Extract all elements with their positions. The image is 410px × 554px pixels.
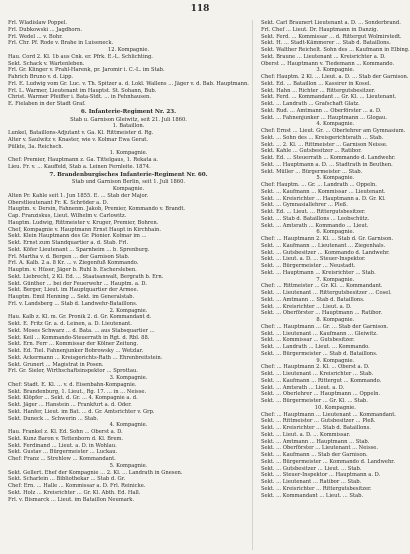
subsection-heading: 10. Kompagnie. xyxy=(314,404,356,411)
text-line: Sekt. ... Kaufmann ... Kommissar ... Lieutenant. xyxy=(260,188,386,195)
text-line: Sekt. Gellert. Ehef der Kompagnie ... 2. Kl. ... Landrath in Gnesen. xyxy=(8,469,183,476)
text-line: Hauptm. Emil Henning ... Sekt. im Generalstab. xyxy=(8,294,135,300)
text-line: Frl. Gr. Sieler, Wirthschaftsinspektor ... Sprottau. xyxy=(8,368,138,375)
text-line: Alter v. Saulwitz v. Knaster, wie v. Kolmar Ewa Gerat. xyxy=(8,136,149,143)
text-line: Sekt. ... Gymnasiallehrer ... Pleß. xyxy=(260,202,348,209)
text-line: Chef: ... Hauptmann 2. Kl. ... Stab d. Gr. Garnison. xyxy=(260,236,394,242)
text-line: Sekt. ... Rittmeister ... Gutsbesitzer ... Pleß. xyxy=(260,418,376,425)
subsection-heading: 3. Kompagnie. xyxy=(316,67,355,74)
text-line: Sekt. ... Amtmann ... Hauptmann ... Stab. xyxy=(260,438,370,445)
text-line: Sekt. ... Amtsrath ... Kommando ... Lieut. xyxy=(260,222,369,229)
text-line: Sekt. ... Kommissar ... Gutsbesitzer. xyxy=(260,337,355,344)
text-line: Sekt. Brandenburg, 1. Lieut., Rg. 17. ... in ... Neisse. xyxy=(8,388,147,395)
text-line: Sekt. Ed. ... Steuerrath ... Kommando d. Landwehr. xyxy=(260,155,396,161)
text-line: Sekt. Ferd. ... Kommandant ... Gr. Kl. ... Lieutenant. xyxy=(260,94,397,101)
text-line: Cap. Franziskus, Lieut. Wilhelm v. Carlowitz. xyxy=(8,213,127,219)
text-line: Sekt. Klein Hauptmann des Gr. Pionier. Kolmar im ... xyxy=(8,233,147,240)
subsection-heading: 1. Bataillon. xyxy=(112,123,145,130)
text-line: Sekt. ... Fahnenjunker ... Hauptmann ... Glogau. xyxy=(260,114,388,121)
text-line: Chef: ... Hauptmann ... Lieutenant ... Kommandant. xyxy=(260,411,396,418)
text-line: Hau. Kalb z. Kl. m. Gr. Pronik 2. d. Gr. Kommandant d. xyxy=(8,314,152,321)
text-line: Frl. L. Warmer, Lieutenant im Hauptst. St. Sohann, Bub. xyxy=(8,87,157,94)
text-line: Sekt. ... Kommandant ... Lieut. ... Stab. xyxy=(260,492,364,499)
text-line: Frl. v. Landsberg ... Stab d. Landwehr-Bataillons. xyxy=(8,300,138,307)
text-line: Sekt. ... Oberlehrer ... Hauptmann ... Oppeln. xyxy=(260,391,381,398)
subsection-heading: 3. Kompagnie. xyxy=(109,375,148,381)
subsection-heading: 1. Kompagnie. xyxy=(109,150,148,157)
text-line: Sekt. Müller ... Bürgermeister ... Stab. xyxy=(260,168,363,175)
text-line: Frl. E. Ludwig vom Gr. Luc. v. Th. Spitzer a. d. Lokl. Wallens ... Jäger v. d. Bab. Hauptmann. xyxy=(8,80,249,87)
subsection-heading: 7. Kompagnie. xyxy=(316,276,355,283)
text-line: Sekt. Köfer Lieutenant ... Sparnheim ... b. Sprenburg. xyxy=(8,246,150,253)
text-line: Oberstlieutenant Fr. K. Schröder a. D. xyxy=(8,199,109,206)
text-line: Sekt. Braune ... Lieutenant ... Kreisrichter a. D. xyxy=(260,53,386,60)
text-line: Sekt. Günther ... bei der Feuerwehr ... Hauptm. a. D. xyxy=(8,280,147,287)
subsection-heading: 8. Kompagnie. xyxy=(316,317,355,323)
subsection-heading: 6. Kompagnie. xyxy=(316,229,355,236)
text-line: Pülkte, 3a. Reichsch. xyxy=(8,143,64,150)
right-column xyxy=(259,20,410,550)
text-line: Frl. Wladislaw Poppel. xyxy=(8,20,68,26)
text-line: Sekt. Ferdinand ... Lieut. a. D. in Wohlau. xyxy=(8,442,117,449)
text-line: Sekt. Grunert ... Magistrat in Posen. xyxy=(8,361,104,368)
text-line: Chef: Ern. ... Halle ... Kommissar a. D. Frl. Reinicke. xyxy=(8,483,146,489)
text-line: Sekt. ... Kreisrichter ... Lieut. a. D. xyxy=(260,303,352,310)
subsection-heading: 5. Kompagnie. xyxy=(316,175,355,182)
section-heading: 6. Infanterie-Regiment Nr. 23. xyxy=(80,108,177,115)
text-line: Hauptm. Ludwig, Rittmeister v. Kruger, Premier, Bohren. xyxy=(8,219,159,226)
text-line: Sekt. ... Landrath ... Grafschaft Glatz. xyxy=(260,101,360,107)
text-line: Sekt. Jäger ... Hanstein ... Frankfurt a. d. Oder. xyxy=(8,402,132,408)
text-line: Frl. Chef ... Lieut. Dr. Hauptmann in Danzig. xyxy=(260,26,379,33)
text-line: Sekt. Carl Braunert Lieutenant a. D. ... Sonderbrand. xyxy=(260,20,401,26)
text-line: Hauptm. v. Dersin, Fahnenm. Jakob, Premier, Kommando v. Brandt. xyxy=(8,206,186,213)
text-line: Sekt. Walther Reichelt. Sohn des ... Kaufmann in Elbing. xyxy=(260,47,410,53)
text-line: Sekt. Ernst zum Standquartier a. d. Stab. Frl. xyxy=(8,240,129,246)
text-line: Chef: Ernst ... Lieut. Gr. ... Oberlehrer am Gymnasium. xyxy=(260,128,406,134)
text-line: Frl. A. Kalb. 2 a. 8 Kr. ... v. Ziegenfuß Kommando. xyxy=(8,260,139,267)
text-line: Sekt. Holz ... Kreisrichter ... Gr. Kl. Abth. Ed. Hall. xyxy=(8,489,141,496)
text-line: Sekt. ... 2. Kl. ... Rittmeister ... Garnison Neisse. xyxy=(260,141,388,148)
text-line: Sekt. ... Bürgermeister ... Gr. Kl. ... Stab. xyxy=(260,398,368,404)
text-line: Sekt. ... Amtmann ... Stab d. Bataillons. xyxy=(260,296,365,303)
text-line: Sekt. Hahn ... Richter ... Rittergutsbesitzer. xyxy=(260,87,376,94)
text-line: Chef, Kompagnie v. Hauptmann Ernst Haupt in Kirchhain. xyxy=(8,226,161,233)
text-line: Sekt. Berger, Lieut. im Hauptquartier der Armee. xyxy=(8,287,139,294)
text-line: Sekt. Ed. Tiel. Fahnenjunker Bobrowsky ... Wetzlar. xyxy=(8,348,144,354)
text-line: Sekt. Hanfer, Lieut. im Bat. ... d. Gr. Amtsrichter v. Grp. xyxy=(8,408,155,415)
text-line: Sekt. ... Stab d. Bataillons ... Leobschütz. xyxy=(260,215,370,222)
text-line: Sekt. ... Lieutenant ... Rittergutsbesitzer ... Cosel. xyxy=(260,290,392,296)
text-line: Sekt. ... Kreisrichter ... Stab d. Bataillons. xyxy=(260,425,371,431)
text-line: Chef: ... Hauptmann 2. Kl. ... Oberst a. D. xyxy=(260,364,370,371)
text-line: Chef: Hauptm. ... Gr. ... Landrath ... Oppeln. xyxy=(260,182,377,188)
text-line: Sekt. Gustav ... Bürgermeister ... Luckau. xyxy=(8,449,118,456)
left-column xyxy=(8,20,253,550)
text-line: Sekt. ... Kaufmann ... Rittergut ... Kommando. xyxy=(260,377,382,384)
text-line: Sekt. Kahle ... Gutsbesitzer ... Ratibor. xyxy=(260,148,362,155)
text-line: Fahrich Bruno v. d. Lipp. xyxy=(8,74,74,80)
text-line: Chef: Premier, Hauptmann z. Ga. Tittelgaus, 1. Rekata a. xyxy=(8,157,158,163)
text-line: Chef: Franz ... Strehlow ... Kommandant. xyxy=(8,456,116,462)
text-line: Sekt. ... Lieutenant ... Ratibor ... Stab. xyxy=(260,479,362,485)
subsection-heading: Stab u. Garnison Gleiwitz, seit 21. Juli 1860. xyxy=(70,116,187,123)
text-line: Sekt. Keil ... Kommando-Steuerrath in Rgt. d. Rbl. 88. xyxy=(8,334,150,341)
text-line: Sekt. Ern. Ferr ... Kommissar der Kölner Zeitung. xyxy=(8,341,139,348)
text-line: Sekt. ... Lieutenant ... Kaufmann ... Gleiwitz. xyxy=(260,330,378,337)
text-columns xyxy=(8,20,410,550)
text-line: Sekt. ... Amtsrath ... Lieut. a. D. xyxy=(260,384,345,391)
subsection-heading: 12. Kompagnie. xyxy=(107,47,150,53)
text-line: Hauptm. v. Hüser, Jäger b. Ruhl b. Eschersleben. xyxy=(8,267,137,273)
subsection-heading: 4. Kompagnie. xyxy=(109,422,148,429)
text-line: Sekt. ... Kaufmann ... Lieutenant ... Ziegenhals. xyxy=(260,242,386,249)
text-line: Frl. Chr. Pf. Rode v. Brahe in Luiseneck. xyxy=(8,40,114,47)
text-line: Frl. Wedel ... v. Bohr. xyxy=(8,33,63,40)
text-line: Frl. v. Bismarck ... Lieut. im Bataillon Neumark. xyxy=(8,496,135,503)
text-line: Sekt. ... Oberförster ... Lieutenant ... Neisse. xyxy=(260,445,378,452)
text-line: Sekt. ... Kreisrichter ... Rittergutsbesitzer. xyxy=(260,485,372,492)
text-line: Sekt. ... Lieut. a. D. ... Kommissar. xyxy=(260,431,351,438)
text-line: Sekt. ... Hauptmann a. D. ... Stadtrath in Beuthen. xyxy=(260,161,393,168)
text-line: Christ. Warmer Pfeiffer i. Bata-Stdt. ... in Fehnhausen. xyxy=(8,94,152,101)
text-line: Sekt. Klöpfer ... Sekt. d. Gr. ... 4. Kompagnie a. d. xyxy=(8,395,138,402)
text-line: E. Fielaben in der Stadt Graf. xyxy=(8,101,86,107)
text-line: Sekt. Ed. ... Lieut. ... Rittergutsbesitzer. xyxy=(260,209,366,215)
subsection-heading: Kompagnie. xyxy=(112,186,145,192)
text-line: Sekt. ... Gutsbesitzer ... Lieut. ... Stab. xyxy=(260,465,362,472)
text-line: Lunkel, Bataillons-Adjutant v. Ga. Kl. Rittmeister d. Rg. xyxy=(8,130,154,136)
text-line: Sekt. ... Bürgermeister ... Kommando d. Landwehr. xyxy=(260,458,395,465)
text-line: Sekt. ... Kaufmann ... Stab der Garnison. xyxy=(260,452,368,458)
text-line: Sekt. ... Steuer-Inspektor ... Hauptmann a. D. xyxy=(260,472,381,479)
text-line: Sekt. Ackermann ... Kreisgerichts-Rath ... Ehrenbreitstein. xyxy=(8,354,163,361)
text-line: Sekt. ... Oberförster ... Hauptmann ... Ratibor. xyxy=(260,310,383,317)
text-line: Frl. Martha v. d. Bergen ... der Garnison Stab. xyxy=(8,253,130,260)
text-line: Sekt. ... Gutsbesitzer ... Kommando d. Landwehr. xyxy=(260,249,390,256)
text-line: Chef: ... Rittmeister ... Gr. Kl. ... Kommandant. xyxy=(260,283,383,290)
subsection-heading: 5. Kompagnie. xyxy=(109,462,148,469)
text-line: Hau. Cord 2. Kl. 1b aus Cnk. er. Pfrk. E.-L. Schlichting. xyxy=(8,53,153,60)
text-line: Frl. Gr. Klinger v. Prahl-Harenk, pr. Jaromir i. C.-L. im Stab. xyxy=(8,67,165,74)
text-line: Sekt. ... Bürgermeister ... Neustadt. xyxy=(260,263,356,269)
text-line: Chef: Stadt. E. Kl. ... v. d. Eisenbahn-Kompagnie. xyxy=(8,381,137,388)
text-line: Sekt. ... Hauptmann ... Kreisrichter ... Stab. xyxy=(260,269,376,276)
text-line: Sekt. Duneck ... Schwerin ... Stab. xyxy=(8,415,99,422)
text-line: Sekt. ... Kreisrichter ... Hauptmann a. D. Gr. Kl. xyxy=(260,195,386,202)
text-line: Sekt. ... Landrath ... Lieut. ... Kommando. xyxy=(260,344,370,350)
text-line: Oberst ... Hauptmann v. Tiedemann ... Kommando. xyxy=(260,60,395,67)
subsection-heading: Stab und Garnison Berlin, seit 1. Juli 1860. xyxy=(71,179,186,186)
text-line: Lieu. Fr. v. ... Kauffeld, Stab a. Leinen Fernleite. 1874. xyxy=(8,163,151,170)
page-number: 118 xyxy=(190,4,210,14)
subsection-heading: 9. Kompagnie. xyxy=(316,357,355,364)
text-line: Sekt. Rud. ... Amtmann ... Oberförster ... a. D. xyxy=(260,107,382,114)
text-line: Sekt. Schack v. Wartenleben. xyxy=(8,60,85,67)
text-line: Sekt. ... Lieut. a. D. ... Steuer-Inspektor. xyxy=(260,256,366,263)
text-line: Frl. Dubkowski ... Jagdhorn. xyxy=(8,26,83,33)
text-line: Sekt. Moses Schwarz ... d. Bata. ... aus Stabsquartier ... xyxy=(8,327,155,334)
text-line: Sekt. H. ... Stadt-Kämmerer ... Stab d. Bataillons. xyxy=(260,40,391,47)
text-line: Sekt. ... Bürgermeister ... Stab d. Bataillons. xyxy=(260,350,378,357)
text-line: Chef: ... Hauptmann ... Gr. ... Stab der Garnison. xyxy=(260,323,389,330)
text-line: Chef: Hauptm. 2 Kl. ... Lieut. a. D. ... Stab der Garnison. xyxy=(260,74,409,80)
text-line: Sekt. Ferd. ... Kommissar ... d. Rittergut Wolmirstedt. xyxy=(260,33,402,40)
text-line: Sekt. Scharlein ... Bibliothekar ... Stab d. Gr. xyxy=(8,476,126,483)
subsection-heading: 2. Kompagnie. xyxy=(109,307,148,314)
text-line: Sekt. E. Fritz Gr. a. d. Leinen, a. D. Lieutenant. xyxy=(8,321,132,327)
text-line: Sekt. ... Sohn des ... Kreisgerichtsrath ... Stab. xyxy=(260,134,384,141)
subsection-heading: 4. Kompagnie. xyxy=(316,121,355,128)
section-heading: 7. Brandenburgisches Infanterie-Regiment Nr. 60. xyxy=(49,171,208,178)
text-line: Alten Pr. Kahle seit 1. Jun 1855. E. ... Stab der Major. xyxy=(8,192,149,199)
text-line: Sekt. Ed. ... Bataillon ... Kassirer in Kosel. xyxy=(260,80,372,87)
text-line: Sekt. Kunz Baron v. Tettenborn d. Kl. Brem. xyxy=(8,435,124,442)
text-line: Sekt. ... Lieutenant ... Kreisrichter ... Stab. xyxy=(260,371,374,377)
text-line: Hau. Frankel z. Kl. Ed. Sohn ... Oberst a. D. xyxy=(8,429,123,435)
text-line: Sekt. Liebrecht, 2 Kl. Ed. ... Staatsanwalt, Bergrath b. Ern. xyxy=(8,273,164,280)
